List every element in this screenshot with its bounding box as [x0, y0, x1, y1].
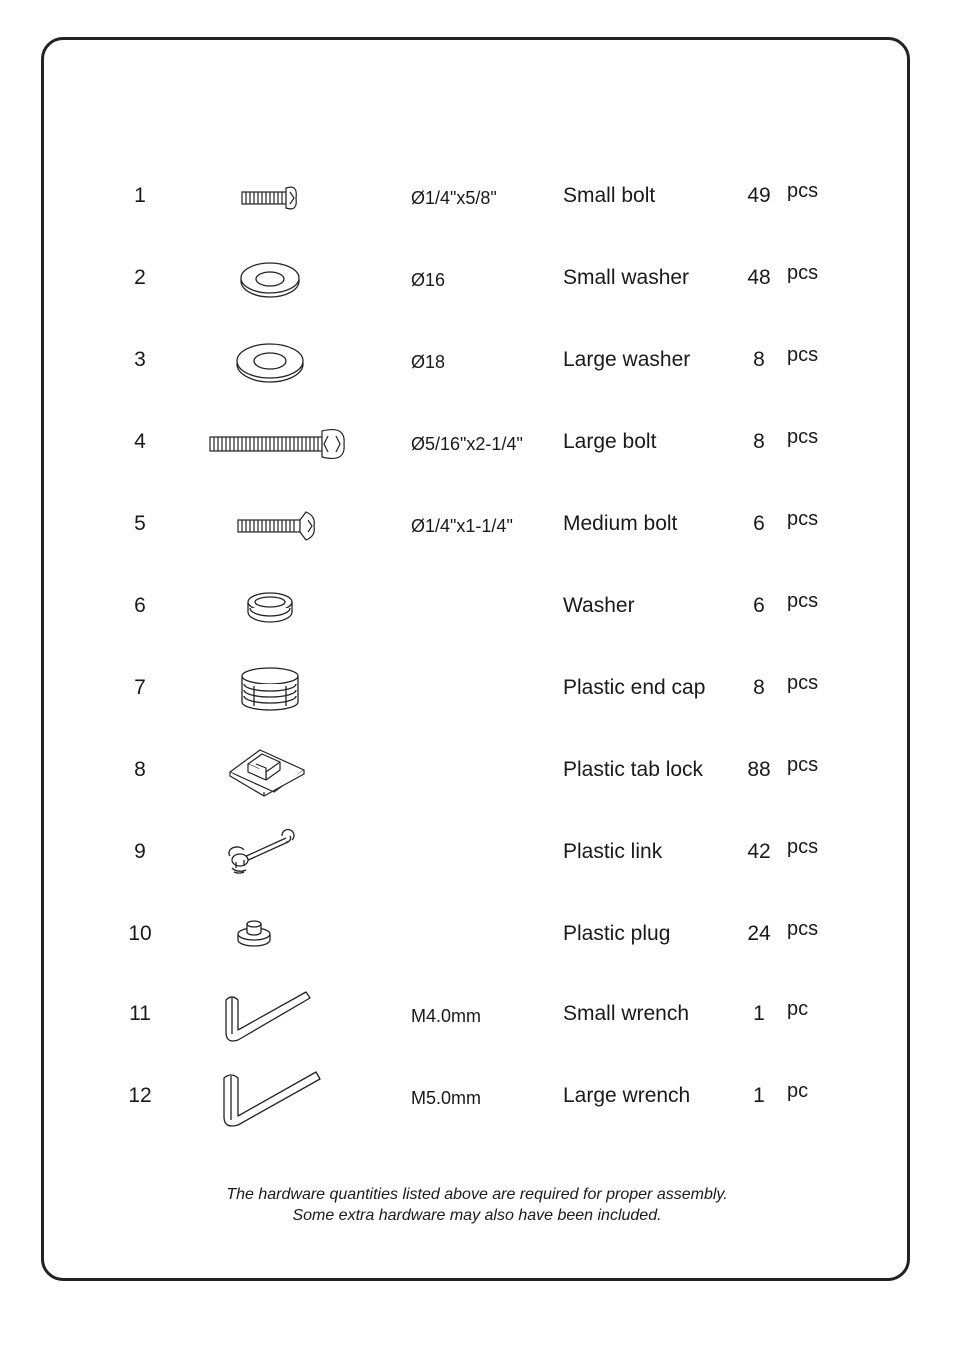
item-quantity: 42 — [747, 840, 771, 863]
small-wrench-icon — [190, 986, 350, 1046]
hardware-row — [0, 168, 954, 228]
item-unit: pcs — [787, 344, 819, 366]
hardware-row — [0, 824, 954, 884]
hardware-row — [0, 906, 954, 966]
item-unit: pcs — [787, 426, 819, 448]
item-number: 10 — [128, 922, 152, 945]
hardware-row — [0, 332, 954, 392]
medium-bolt-icon — [190, 496, 350, 556]
item-number: 2 — [134, 266, 146, 289]
item-number: 9 — [134, 840, 146, 863]
item-spec: Ø5/16"x2-1/4" — [411, 434, 523, 454]
item-number: 3 — [134, 348, 146, 371]
hardware-row — [0, 578, 954, 638]
item-quantity: 48 — [747, 266, 771, 289]
hardware-row — [0, 742, 954, 802]
hardware-row — [0, 986, 954, 1046]
item-unit: pc — [787, 998, 809, 1020]
item-name: Small bolt — [563, 184, 656, 207]
item-name: Washer — [563, 594, 635, 617]
item-number: 1 — [134, 184, 146, 207]
item-name: Small wrench — [563, 1002, 690, 1025]
large-washer-icon — [190, 332, 350, 392]
item-number: 4 — [134, 430, 146, 453]
item-unit: pcs — [787, 836, 819, 858]
item-quantity: 49 — [747, 184, 771, 207]
item-quantity: 8 — [753, 430, 765, 453]
item-spec: Ø1/4"x1-1/4" — [411, 516, 513, 536]
item-name: Small washer — [563, 266, 690, 289]
item-spec: M4.0mm — [411, 1006, 482, 1026]
item-number: 7 — [134, 676, 146, 699]
hardware-row — [0, 414, 954, 474]
item-quantity: 6 — [753, 512, 765, 535]
item-name: Large washer — [563, 348, 691, 371]
plastic-plug-icon — [190, 906, 350, 966]
item-unit: pcs — [787, 672, 819, 694]
large-bolt-icon — [190, 414, 350, 474]
item-spec: Ø16 — [411, 270, 446, 290]
footer-note-line-1: The hardware quantities listed above are required for proper assembly. — [226, 1186, 728, 1203]
item-unit: pc — [787, 1080, 809, 1102]
item-quantity: 8 — [753, 348, 765, 371]
item-number: 6 — [134, 594, 146, 617]
item-spec: Ø1/4"x5/8" — [411, 188, 497, 208]
hardware-row — [0, 250, 954, 310]
item-unit: pcs — [787, 754, 819, 776]
item-quantity: 88 — [747, 758, 771, 781]
tab-lock-icon — [190, 742, 350, 802]
end-cap-icon — [190, 660, 350, 720]
item-name: Plastic end cap — [563, 676, 706, 699]
item-number: 5 — [134, 512, 146, 535]
item-unit: pcs — [787, 508, 819, 530]
item-quantity: 24 — [747, 922, 771, 945]
item-name: Plastic link — [563, 840, 663, 863]
item-quantity: 1 — [753, 1084, 765, 1107]
item-number: 8 — [134, 758, 146, 781]
hardware-row — [0, 660, 954, 720]
item-unit: pcs — [787, 918, 819, 940]
item-name: Plastic tab lock — [563, 758, 704, 781]
item-name: Medium bolt — [563, 512, 678, 535]
item-quantity: 8 — [753, 676, 765, 699]
item-spec: M5.0mm — [411, 1088, 482, 1108]
item-unit: pcs — [787, 180, 819, 202]
footer-note-line-2: Some extra hardware may also have been included. — [292, 1207, 662, 1224]
hardware-row — [0, 496, 954, 556]
plastic-link-icon — [190, 824, 350, 884]
small-bolt-icon — [190, 168, 350, 228]
item-name: Large wrench — [563, 1084, 691, 1107]
item-name: Plastic plug — [563, 922, 671, 945]
item-name: Large bolt — [563, 430, 657, 453]
large-wrench-icon — [190, 1068, 350, 1128]
item-quantity: 1 — [753, 1002, 765, 1025]
item-unit: pcs — [787, 262, 819, 284]
item-quantity: 6 — [753, 594, 765, 617]
washer-icon — [190, 578, 350, 638]
small-washer-icon — [190, 250, 350, 310]
item-number: 11 — [129, 1002, 151, 1025]
item-unit: pcs — [787, 590, 819, 612]
hardware-row — [0, 1068, 954, 1128]
item-number: 12 — [128, 1084, 152, 1107]
item-spec: Ø18 — [411, 352, 446, 372]
